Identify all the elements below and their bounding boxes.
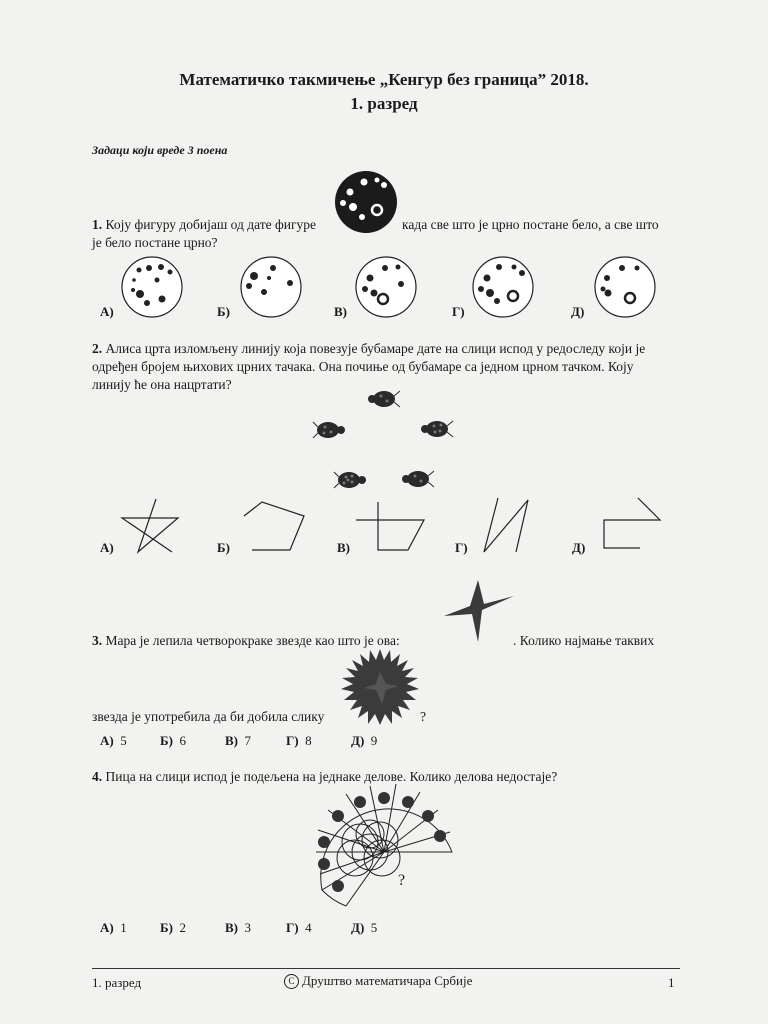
q1-text-b: када све што је црно постане бело, а све што <box>402 217 659 232</box>
q3-answer-b[interactable] <box>160 733 186 749</box>
q4-answer-e-label: Д) <box>351 920 365 935</box>
four-pointed-star <box>442 576 516 644</box>
q2-option-e-figure <box>590 496 662 552</box>
q4-answer-a-label: А) <box>100 920 114 935</box>
q2-option-e-label[interactable]: Д) <box>572 540 586 555</box>
q1-option-d-label[interactable]: Г) <box>452 304 465 319</box>
footer-publisher <box>284 973 472 989</box>
q2-option-c-figure <box>354 500 428 554</box>
q2-option-d-figure <box>470 496 540 554</box>
q2-number: 2. <box>92 341 103 356</box>
q3-answer-c[interactable] <box>225 733 251 749</box>
q4-answer-e[interactable] <box>351 920 377 936</box>
q1-option-e-label[interactable]: Д) <box>571 304 585 319</box>
footer-page-number: 1 <box>668 975 675 990</box>
q3-answer-b-label: Б) <box>160 733 173 748</box>
q4-answer-d[interactable] <box>286 920 312 936</box>
footer-publisher-name: Друштво математичара Србије <box>302 973 473 988</box>
page-title: Математичко такмичење „Кенгур без граница” 2018. <box>179 70 589 89</box>
pizza-figure <box>310 790 460 910</box>
q3-answer-e[interactable] <box>351 733 377 749</box>
q2-line2: одређен бројем њихових црних тачака. Она почиње од бубамаре са једном црном тачком. Коју <box>92 359 634 374</box>
q3-text-d: ? <box>420 709 426 724</box>
q3-text-a: Мара је лепила четворокраке звезде као што је ова: <box>105 633 400 648</box>
q4-answer-b-label: Б) <box>160 920 173 935</box>
q4-answer-d-value: 4 <box>305 920 312 935</box>
q2-option-b-label[interactable]: Б) <box>217 540 230 555</box>
q1-option-a-label[interactable]: А) <box>100 304 114 319</box>
q1-option-c-label[interactable]: В) <box>334 304 347 319</box>
footer-divider <box>92 968 680 969</box>
q3-answer-a-label: А) <box>100 733 114 748</box>
q3-text-b: . Колико најмање таквих <box>513 633 655 648</box>
q4-answer-e-value: 5 <box>370 920 378 935</box>
starburst-figure <box>340 648 420 726</box>
q1-option-b-figure <box>240 256 302 318</box>
q1-number: 1. <box>92 217 103 232</box>
q3-number: 3. <box>92 633 103 648</box>
q3-answer-e-value: 9 <box>370 733 378 748</box>
q3-answer-d[interactable] <box>286 733 312 749</box>
q4-answer-d-label: Г) <box>286 920 299 935</box>
q3-answer-c-label: В) <box>225 733 238 748</box>
ladybug-bottom-right <box>399 468 435 490</box>
q4-answer-b[interactable] <box>160 920 186 936</box>
q2-option-d-label[interactable]: Г) <box>455 540 468 555</box>
q2-option-a-label[interactable]: А) <box>100 540 114 555</box>
q1-option-a-figure <box>121 256 183 318</box>
section-heading: Задаци који вреде 3 поена <box>92 143 228 157</box>
q3-answer-d-value: 8 <box>305 733 312 748</box>
q4-answer-a[interactable] <box>100 920 127 936</box>
q1-option-b-label[interactable]: Б) <box>217 304 230 319</box>
q1-option-d-figure <box>472 256 534 318</box>
q3-answer-c-value: 7 <box>244 733 251 748</box>
q4-text-body: Пица на слици испод је подељена на једнаке делове. Колико делова недостаје? <box>105 769 558 784</box>
q2-line3: линију ће она нацртати? <box>92 377 232 392</box>
ladybug-bottom-left <box>334 469 368 491</box>
q2-option-c-label[interactable]: В) <box>337 540 350 555</box>
q4-answer-c-label: В) <box>225 920 238 935</box>
q1-text-c: је бело постане црно? <box>92 235 218 250</box>
q3-answer-e-label: Д) <box>351 733 365 748</box>
q4-number: 4. <box>92 769 103 784</box>
q4-text <box>92 768 557 786</box>
q1-text-a: Коју фигуру добијаш од дате фигуре <box>105 217 317 232</box>
ladybug-right <box>420 418 454 440</box>
q2-line1: Алиса црта изломљену линију која повезује бубамаре дате на слици испод у редоследу који је <box>105 341 646 356</box>
ladybug-top <box>367 388 401 410</box>
q3-answer-d-label: Г) <box>286 733 299 748</box>
q2-option-a-figure <box>116 496 186 556</box>
q4-answer-c[interactable] <box>225 920 251 936</box>
q3-text-c: звезда је употребила да би добила слику <box>92 709 325 724</box>
q3-answer-a-value: 5 <box>120 733 127 748</box>
q4-question-mark: ? <box>398 872 406 889</box>
q3-answer-b-value: 6 <box>179 733 186 748</box>
q1-option-c-figure <box>355 256 417 318</box>
copyright-icon: C <box>284 974 299 989</box>
footer-grade: 1. разред <box>92 975 142 990</box>
ladybug-left <box>313 419 347 441</box>
q4-answer-b-value: 2 <box>179 920 186 935</box>
page-subtitle: 1. разред <box>350 94 418 113</box>
q3-answer-a[interactable] <box>100 733 127 749</box>
q2-option-b-figure <box>242 498 312 554</box>
q1-option-e-figure <box>594 256 656 318</box>
q4-answer-c-value: 3 <box>244 920 251 935</box>
q2-text <box>92 340 692 358</box>
q4-answer-a-value: 1 <box>120 920 127 935</box>
